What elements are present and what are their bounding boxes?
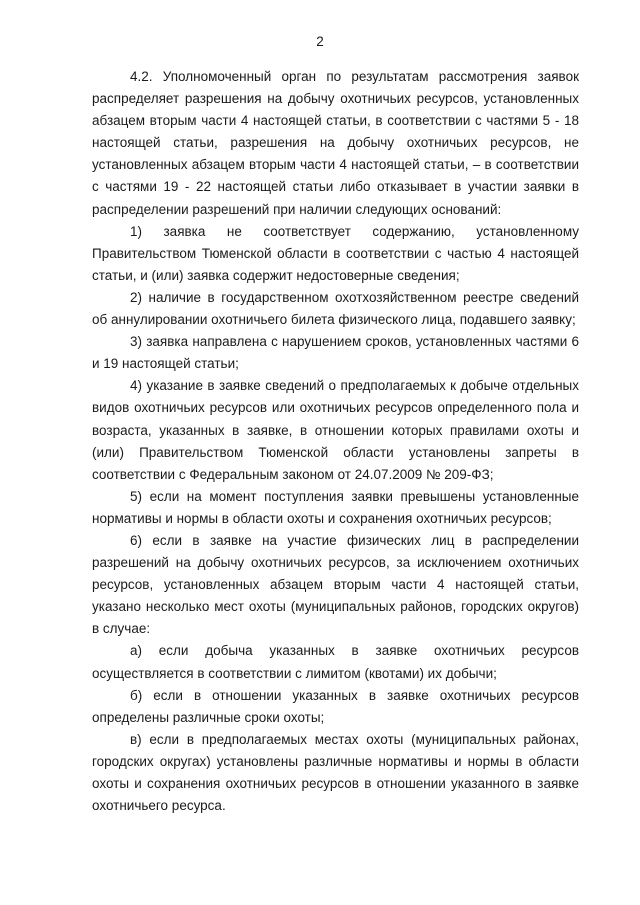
list-item-3: 3) заявка направлена с нарушением сроков, установленных частями 6 и 19 настоящей статьи; [92, 334, 579, 372]
list-item-1: 1) заявка не соответствует содержанию, установленному Правительством Тюменской области в соответствии с частью 4 настоящей статьи, и (или) заявка содержит недостоверные сведения; [92, 223, 579, 283]
sub-item-v: в) если в предполагаемых местах охоты (муниципальных районах, городских округах) установлены различные нормативы и нормы в области охоты и сохранения охотничьих ресурсов в отношении указанного в заявке охотничьего ресурса. [92, 731, 579, 814]
list-item-5: 5) если на момент поступления заявки превышены установленные нормативы и нормы в области охоты и сохранения охотничьих ресурсов; [92, 488, 579, 526]
sub-item-b: б) если в отношении указанных в заявке охотничьих ресурсов определены различные сроки охоты; [92, 687, 579, 725]
document-body [92, 66, 579, 817]
paragraph-4-2: 4.2. Уполномоченный орган по результатам рассмотрения заявок распределяет разрешения на добычу охотничьих ресурсов, установленных абзацем вторым части 4 настоящей статьи, в соответствии с частями 5 - 18 настоящей статьи, разрешения на добычу охотничьих ресурсов, не установленных абзацем вторым части 4 настоящей статьи, – в соответствии с частями 19 - 22 настоящей статьи либо отказывает в участии заявки в распределении разрешений при наличии следующих оснований: [92, 69, 579, 217]
list-item-6: 6) если в заявке на участие физических лиц в распределении разрешений на добычу охотничьих ресурсов, за исключением охотничьих ресурсов, установленных абзацем вторым части 4 настоящей статьи, указано несколько мест охоты (муниципальных районов, городских округов) в случае: [92, 532, 579, 637]
page-number: 2 [316, 34, 324, 49]
sub-item-a: а) если добыча указанных в заявке охотничьих ресурсов осуществляется в соответствии с лимитом (квотами) их добычи; [92, 643, 579, 681]
list-item-2: 2) наличие в государственном охотхозяйственном реестре сведений об аннулировании охотничьего билета физического лица, подавшего заявку; [92, 289, 579, 328]
list-item-4: 4) указание в заявке сведений о предполагаемых к добыче отдельных видов охотничьих ресурсов или охотничьих ресурсов определенного пола и возраста, указанных в заявке, в отношении которых правилами охоты и (или) Правительством Тюменской области установлены запреты в соответствии с Федеральным законом от 24.07.2009 № 209-ФЗ; [92, 378, 579, 482]
